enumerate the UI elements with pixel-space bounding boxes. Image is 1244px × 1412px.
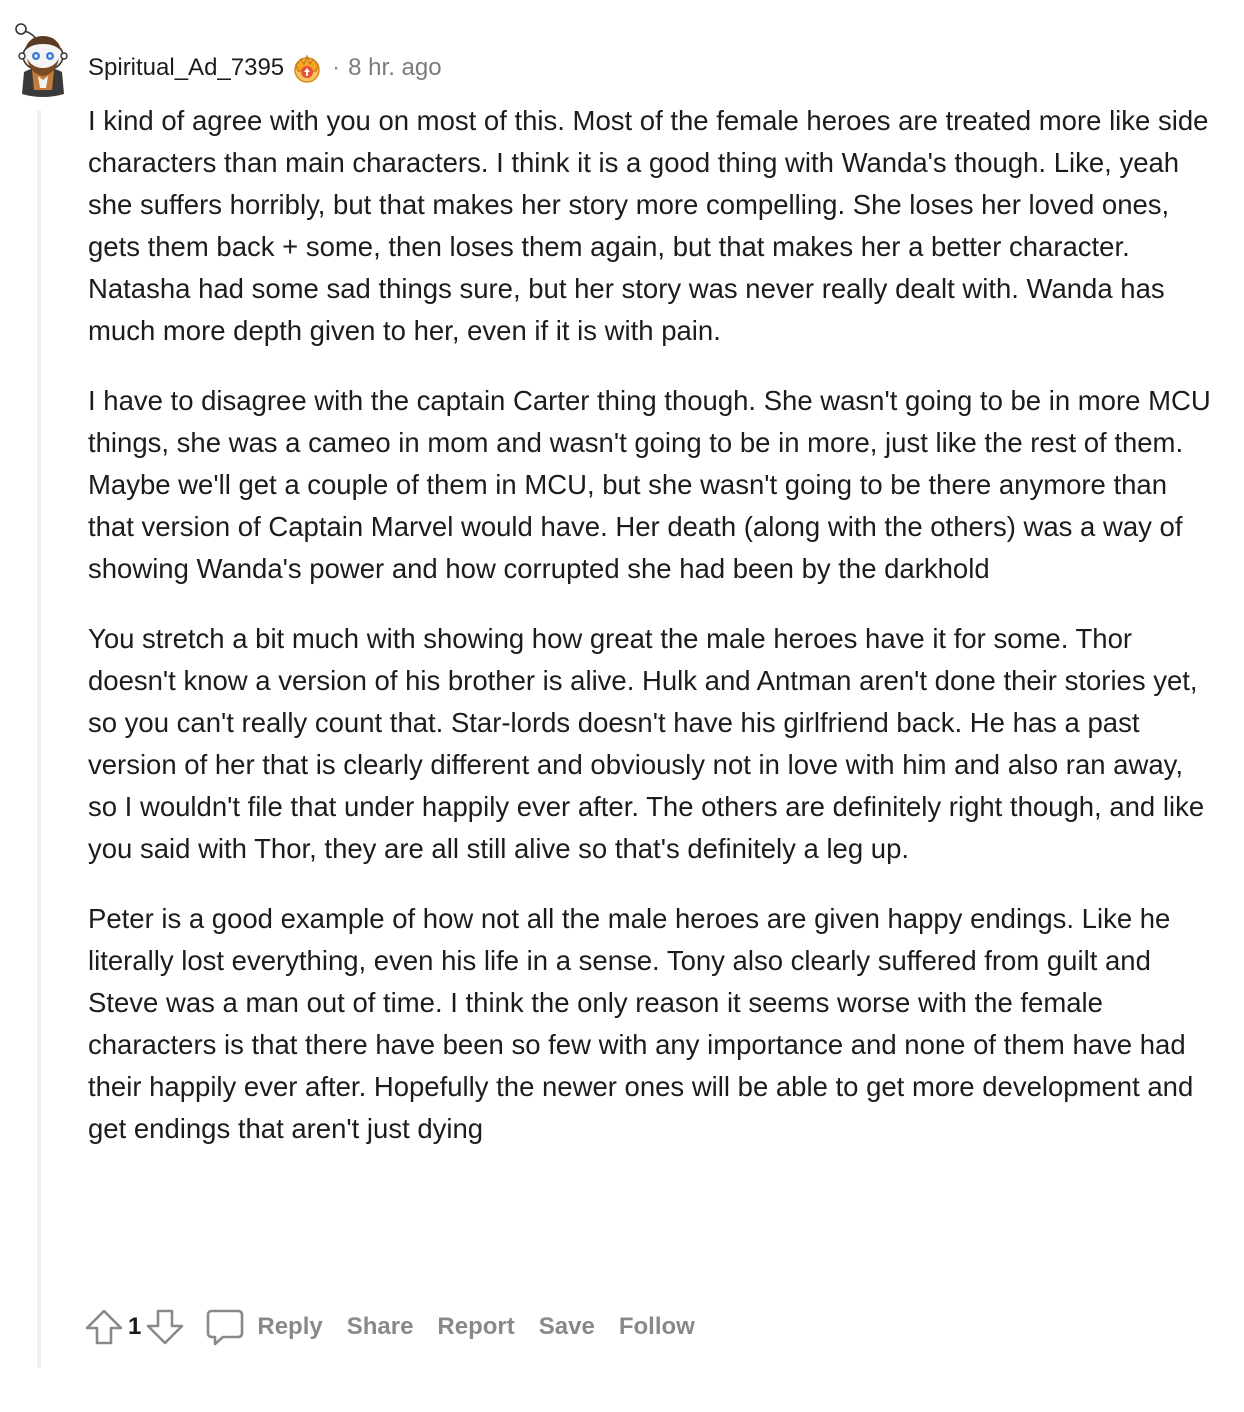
comment-paragraph: Peter is a good example of how not all the male heroes are given happy endings. Like he literally lost everything, even his life in a sense. Tony also clearly suffered from guilt and Steve was a man out of time. I think the only reason it seems worse with the female characters is that there have been so few with any importance and none of them have had their happily ever after. Hopefully the newer ones will be able to get more development and get endings that aren't just dying <box>88 903 1194 1144</box>
thread-collapse-line[interactable] <box>37 110 41 1368</box>
crown-flair-icon <box>290 51 324 85</box>
share-button[interactable]: Share <box>346 1313 414 1340</box>
vote-count: 1 <box>128 1313 142 1340</box>
header-separator: · <box>332 54 341 81</box>
save-button[interactable]: Save <box>538 1313 595 1340</box>
comment-header <box>88 50 442 86</box>
downvote-arrow-icon[interactable] <box>145 1307 185 1347</box>
username-link[interactable]: Spiritual_Ad_7395 <box>88 54 285 81</box>
speech-bubble-icon <box>205 1307 245 1347</box>
comment-paragraph: I kind of agree with you on most of this. Most of the female heroes are treated more like side characters than main characters. I think it is a good thing with Wanda's though. Like, yeah she suffers horribly, but that makes her story more compelling. She loses her loved ones, gets them back + some, then loses them again, but that makes her a better character. Natasha had some sad things sure, but her story was never really dealt with. Wanda has much more depth given to her, even if it is with pain. <box>88 105 1209 346</box>
reply-button[interactable] <box>205 1307 322 1347</box>
report-button[interactable]: Report <box>437 1313 515 1340</box>
upvote-arrow-icon[interactable] <box>84 1307 124 1347</box>
user-avatar-icon[interactable] <box>12 16 74 98</box>
comment-paragraph: I have to disagree with the captain Carter thing though. She wasn't going to be in more MCU things, she was a cameo in mom and wasn't going to be in more, just like the rest of them. Maybe we'll get a couple of them in MCU, but she wasn't going to be there anymore than that version of Captain Marvel would have. Her death (along with the others) was a way of showing Wanda's power and how corrupted she had been by the darkhold <box>88 385 1211 584</box>
comment-timestamp[interactable]: 8 hr. ago <box>348 54 442 81</box>
follow-button[interactable]: Follow <box>618 1313 695 1340</box>
comment-actions <box>84 1304 695 1350</box>
reply-label: Reply <box>257 1313 323 1340</box>
comment-body <box>88 100 1218 1178</box>
comment-paragraph: You stretch a bit much with showing how great the male heroes have it for some. Thor doesn't know a version of his brother is alive. Hulk and Antman aren't done their stories yet, so you can't really count that. Star-lords doesn't have his girlfriend back. He has a past version of her that is clearly different and obviously not in love with him and also ran away, so I wouldn't file that under happily ever after. The others are definitely right though, and like you said with Thor, they are all still alive so that's definitely a leg up. <box>88 623 1205 864</box>
